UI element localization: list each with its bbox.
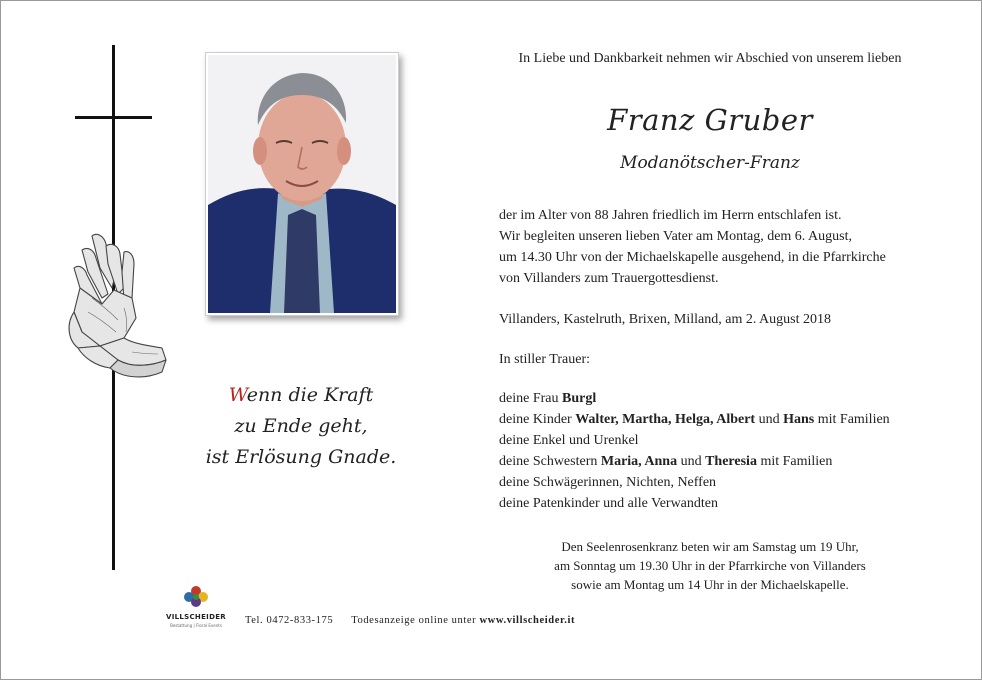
- place-and-date: Villanders, Kastelruth, Brixen, Milland, am 2. August 2018: [499, 312, 832, 327]
- footer-phone: Tel. 0472-833-175: [245, 615, 334, 626]
- quote-line-3: ist Erlösung Gnade.: [205, 446, 397, 468]
- body-line: der im Alter von 88 Jahren friedlich im Herrn entschlafen ist.: [499, 208, 842, 223]
- praying-hands-icon: [62, 228, 170, 383]
- label-text: mit Familien: [760, 454, 833, 469]
- mourners-list: [499, 388, 890, 514]
- mourner-line-sisters: [499, 451, 890, 472]
- logo-tagline: Bestattung | Floral Events: [170, 623, 222, 628]
- portrait-photo: [208, 55, 396, 313]
- mourning-heading: In stiller Trauer:: [499, 352, 590, 367]
- quote-line-1-rest: enn die Kraft: [246, 384, 374, 406]
- portrait-photo-frame: [205, 52, 399, 316]
- rosary-line: am Sonntag um 19.30 Uhr in der Pfarrkirche von Villanders: [554, 558, 866, 573]
- announcement-body: [499, 205, 939, 289]
- mourner-line-inlaws: deine Schwägerinnen, Nichten, Neffen: [499, 475, 717, 490]
- mourner-line-godchildren: deine Patenkinder und alle Verwandten: [499, 496, 719, 511]
- quote-line-1: [205, 380, 397, 411]
- funeral-home-logo: [166, 585, 226, 633]
- label-text: deine Frau: [499, 391, 559, 406]
- sisters-names: Maria, Anna: [600, 454, 678, 469]
- sister-name: Theresia: [705, 454, 757, 469]
- wife-name: Burgl: [561, 391, 597, 406]
- footer-url[interactable]: www.villscheider.it: [479, 615, 576, 626]
- rosary-line: sowie am Montag um 14 Uhr in der Michaelskapelle.: [571, 577, 849, 592]
- body-line: um 14.30 Uhr von der Michaelskapelle ausgehend, in die Pfarrkirche: [499, 250, 886, 265]
- mourner-line-children: [499, 409, 890, 430]
- label-text: deine Schwestern: [499, 454, 598, 469]
- quote-line-2: zu Ende geht,: [234, 415, 368, 437]
- body-line: Wir begleiten unseren lieben Vater am Montag, dem 6. August,: [499, 229, 852, 244]
- footer: [245, 615, 575, 626]
- intro-text: In Liebe und Dankbarkeit nehmen wir Abschied von unserem lieben: [518, 51, 902, 66]
- logo-name: VILLSCHEIDER: [166, 613, 226, 621]
- label-text: und: [758, 412, 780, 427]
- cross-horizontal-bar: [75, 116, 152, 119]
- logo-flower-icon: [181, 585, 211, 611]
- deceased-name: Franz Gruber: [607, 103, 813, 137]
- quote-initial: W: [228, 384, 247, 406]
- mourner-line-grandchildren: deine Enkel und Urenkel: [499, 433, 639, 448]
- label-text: und: [680, 454, 702, 469]
- deceased-nickname: Modanötscher-Franz: [620, 153, 800, 173]
- label-text: deine Kinder: [499, 412, 572, 427]
- child-name: Hans: [783, 412, 815, 427]
- children-names: Walter, Martha, Helga, Albert: [575, 412, 756, 427]
- mourner-line-wife: [499, 388, 890, 409]
- rosary-info: [460, 537, 960, 594]
- footer-online-label: Todesanzeige online unter: [351, 615, 477, 626]
- label-text: mit Familien: [817, 412, 890, 427]
- memorial-quote: [205, 380, 397, 473]
- rosary-line: Den Seelenrosenkranz beten wir am Samstag um 19 Uhr,: [561, 539, 859, 554]
- body-line: von Villanders zum Trauergottesdienst.: [499, 271, 719, 286]
